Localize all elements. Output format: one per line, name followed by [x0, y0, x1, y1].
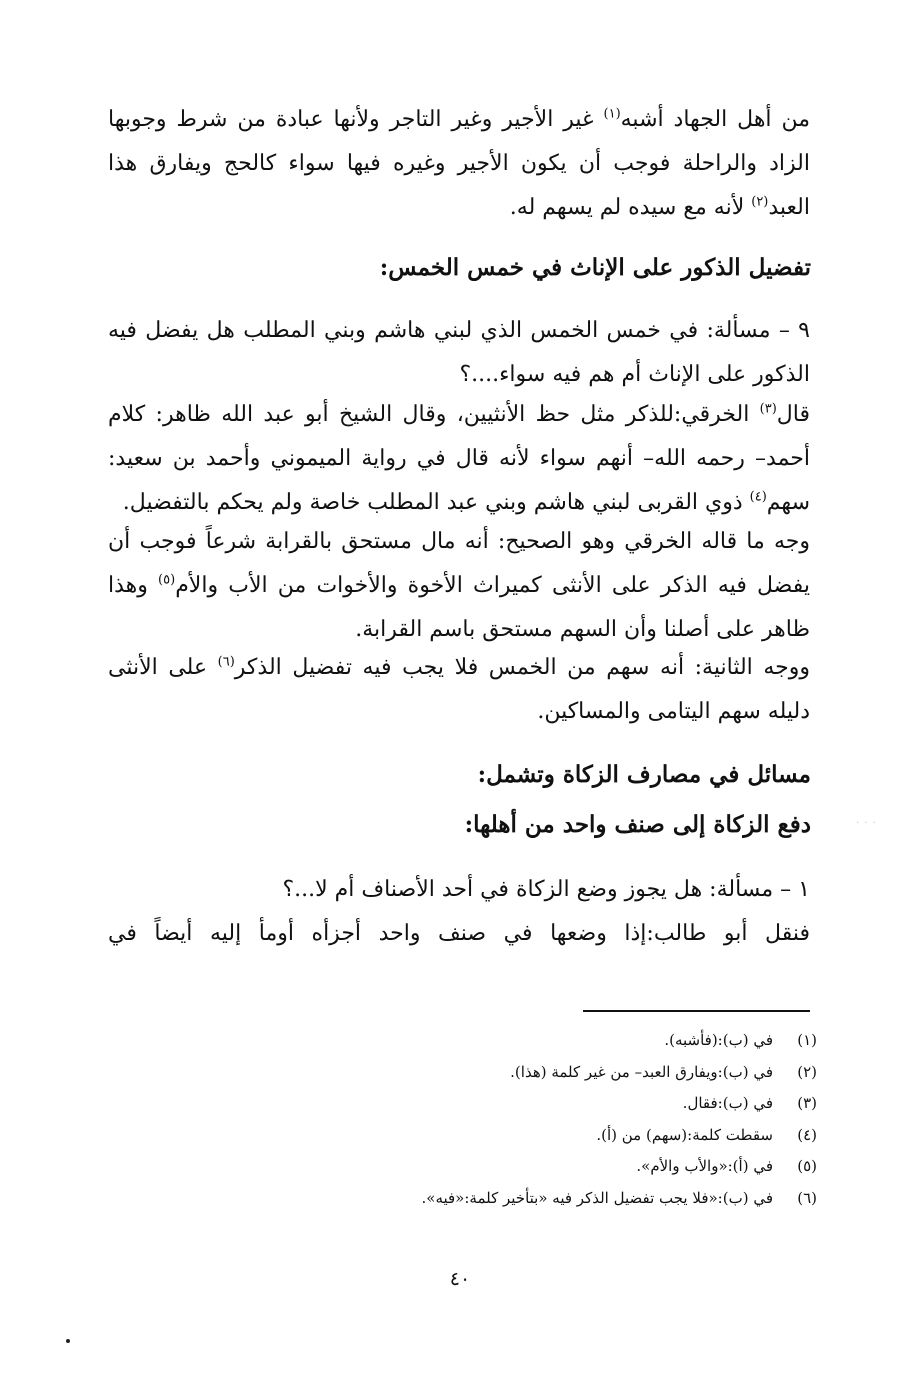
- footnote-ref-4[interactable]: (٤): [749, 489, 767, 505]
- scan-smudge: · · ·: [856, 818, 877, 829]
- section-heading-zakat: مسائل في مصارف الزكاة وتشمل:: [477, 761, 811, 788]
- text-segment: وجه ما قاله الخرقي وهو الصحيح: أنه مال مستحق بالقرابة شرعاً فوجب أن يفضل فيه الذكر على الأنثى كميراث الأخوة والأخوات من الأب والأم: [108, 529, 810, 598]
- text-segment: وهذا ظاهر على أصلنا وأن السهم مستحق باسم القرابة.: [108, 573, 810, 642]
- paragraph-issue-9: ٩ – مسألة: في خمس الخمس الذي لبني هاشم وبني المطلب هل يفضل فيه الذكور على الإناث أم هم فيه سواء....؟: [108, 318, 810, 387]
- footnote-ref-3[interactable]: (٣): [759, 401, 777, 417]
- footnote-separator: [583, 1010, 810, 1012]
- footnote-number: (١): [797, 1031, 817, 1049]
- footnote-text: سقطت كلمة:(سهم) من (أ).: [596, 1125, 773, 1144]
- text-segment: من أهل الجهاد أشبه: [620, 107, 810, 132]
- footnote-ref-6[interactable]: (٦): [217, 654, 235, 670]
- text-segment: ذوي القربى لبني هاشم وبني عبد المطلب خاصة ولم يحكم بالتفضيل.: [122, 490, 750, 515]
- text-segment: لأنه مع سيده لم يسهم له.: [509, 195, 752, 220]
- text-segment: قال: [776, 402, 810, 427]
- footnote-text: في (ب):ويفارق العبد– من غير كلمة (هذا).: [510, 1062, 773, 1081]
- footnote-text: في (أ):«والأب والأم».: [636, 1157, 773, 1175]
- footnote-item: [197, 1183, 817, 1215]
- footnotes-list: [197, 1025, 817, 1214]
- footnote-ref-5[interactable]: (٥): [158, 572, 176, 588]
- footnote-item: [197, 1151, 817, 1183]
- footnote-number: (٤): [797, 1125, 817, 1144]
- text-segment: غير الأجير وغير التاجر ولأنها عبادة من شرط وجوبها الزاد والراحلة فوجب أن يكون الأجير وغيره فيها سواء كالحج ويفارق هذا العبد: [108, 107, 810, 220]
- footnote-text: في (ب):فقال.: [682, 1094, 773, 1112]
- footnote-ref-1[interactable]: (١): [603, 106, 621, 122]
- text-segment: الخرقي:للذكر مثل حظ الأنثيين، وقال الشيخ أبو عبد الله ظاهر: كلام أحمد– رحمه الله– أنهم سواء لأنه قال في رواية الميموني وأحمد بن سعيد: سهم: [108, 402, 810, 515]
- footnote-text: في (ب):(فأشبه).: [664, 1031, 773, 1049]
- footnote-number: (٦): [797, 1188, 817, 1207]
- text-segment: ووجه الثانية: أنه سهم من الخمس فلا يجب فيه تفضيل الذكر: [234, 655, 810, 680]
- section-heading-khums: تفضيل الذكور على الإناث في خمس الخمس:: [379, 254, 811, 281]
- paragraph-abu-talib: فنقل أبو طالب:إذا وضعها في صنف واحد أجزأه أومأ إليه أيضاً في: [108, 921, 810, 946]
- paragraph-issue-1: ١ – مسألة: هل يجوز وضع الزكاة في أحد الأصناف أم لا...؟: [282, 877, 810, 902]
- footnote-ref-2[interactable]: (٢): [751, 194, 769, 210]
- footnote-number: (٣): [797, 1094, 817, 1112]
- page-number: ٤٠: [449, 1268, 471, 1290]
- text-segment: على الأنثى دليله سهم اليتامى والمساكين.: [108, 655, 810, 724]
- footnote-number: (٥): [797, 1157, 817, 1175]
- footnote-item: [197, 1025, 817, 1057]
- footnote-item: [197, 1088, 817, 1120]
- paragraph-jihad-continuation: [108, 98, 810, 230]
- footnote-number: (٢): [797, 1062, 817, 1081]
- footnote-item: [197, 1120, 817, 1152]
- paragraph-second-argument: [108, 646, 810, 734]
- scan-speck: [66, 1339, 70, 1343]
- footnote-item: [197, 1057, 817, 1089]
- paragraph-first-argument: [108, 520, 810, 652]
- subsection-heading-one-category: دفع الزكاة إلى صنف واحد من أهلها:: [464, 811, 811, 838]
- paragraph-kharaqi-opinion: [108, 393, 810, 525]
- footnote-text: في (ب):«فلا يجب تفضيل الذكر فيه «بتأخير كلمة:«فيه».: [421, 1188, 773, 1207]
